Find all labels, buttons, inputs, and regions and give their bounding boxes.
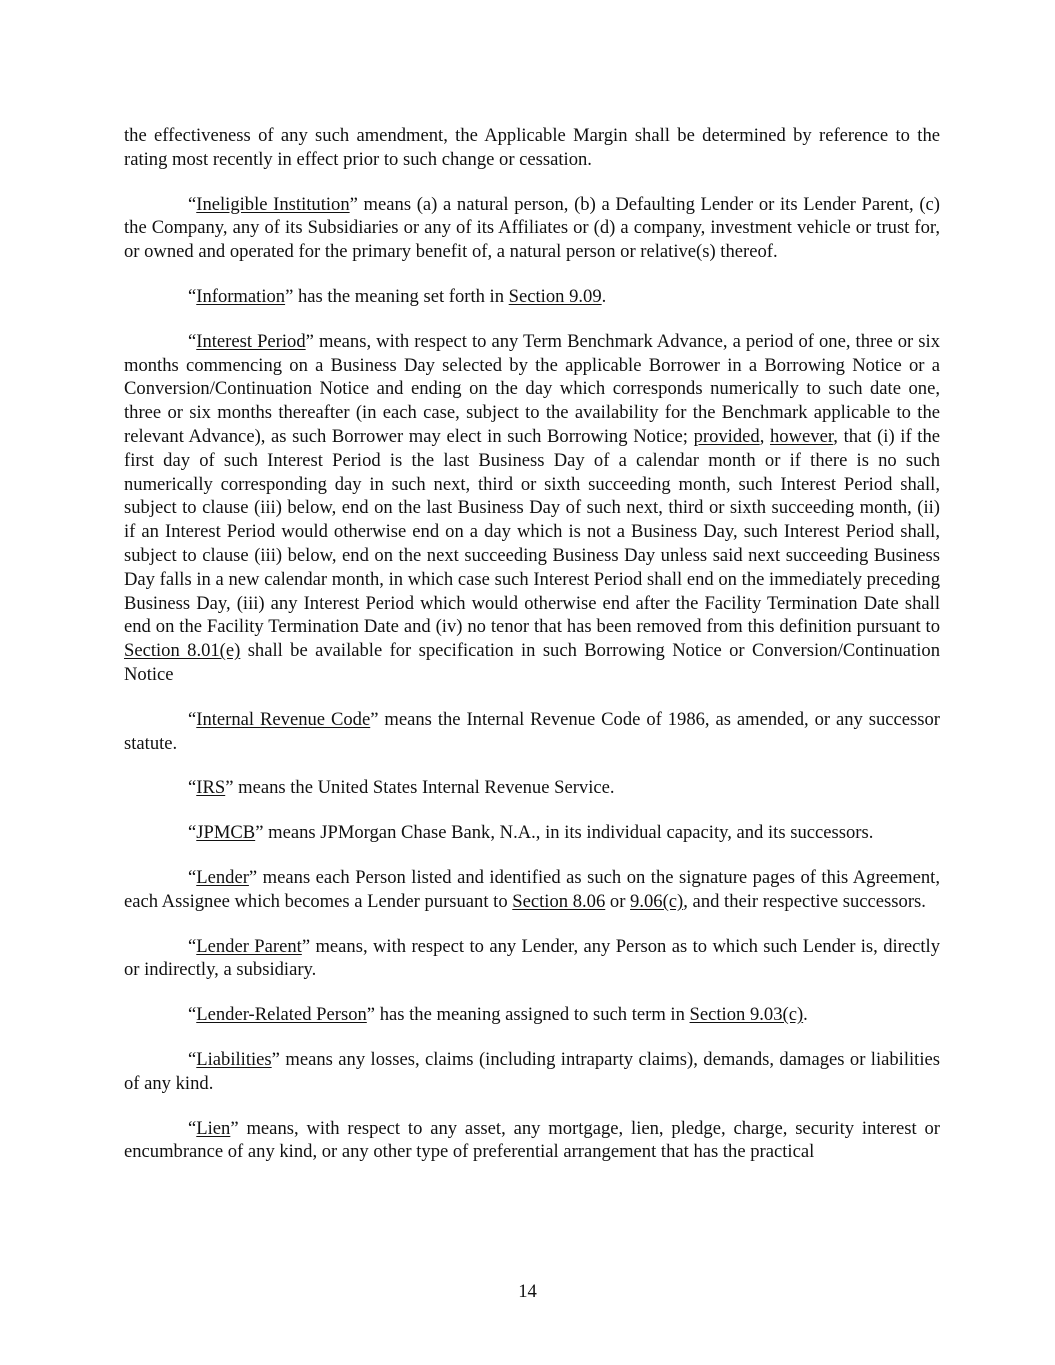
definition-text: ,: [759, 425, 770, 447]
definition-internal-revenue-code: [124, 708, 940, 756]
section-reference: Section 9.03(c): [689, 1004, 804, 1026]
definition-text: , that (i) if the first day of such Interest Period is the last Business Day of a calendar month or if there is no such numerically corresponding day in such next, third or sixth succeeding month, such Interest Period shall, subject to clause (iii) below, end on the last Business Day of such next, third or sixth succeeding month, (ii) if an Interest Period would otherwise end on a day which is not a Business Day, such Interest Period shall, subject to clause (iii) below, end on the next succeeding Business Day unless said next succeeding Business Day falls in a new calendar month, in which case such Interest Period shall end on the immediately preceding Business Day, (iii) any Interest Period which would otherwise end after the Facility Termination Date shall end on the Facility Termination Date and (iv) no tenor that has been removed from this definition pursuant to: [124, 425, 941, 638]
section-reference: 9.06(c): [630, 890, 684, 912]
defined-term: JPMCB: [196, 822, 256, 844]
open-quote: “: [188, 822, 197, 844]
defined-term: Internal Revenue Code: [196, 708, 371, 730]
definition-jpmcb: [124, 821, 940, 845]
open-quote: “: [188, 935, 197, 957]
defined-term: IRS: [196, 777, 226, 799]
definition-text: means any losses, claims (including intraparty claims), demands, damages or liabilities of any kind.: [124, 1048, 940, 1094]
definition-lien: [124, 1117, 940, 1165]
page-number: 14: [518, 1281, 537, 1302]
definition-text: .: [601, 285, 607, 307]
defined-term: Liabilities: [196, 1048, 272, 1070]
continuation-paragraph: the effectiveness of any such amendment, the Applicable Margin shall be determined by reference to the rating most recently in effect prior to such change or cessation.: [124, 125, 940, 170]
defined-term: Lender: [196, 866, 249, 888]
close-quote: ”: [305, 330, 314, 352]
open-quote: “: [188, 708, 197, 730]
section-reference: Section 8.01(e): [124, 640, 241, 662]
definition-information: [124, 285, 940, 309]
open-quote: “: [188, 866, 197, 888]
section-reference: Section 8.06: [512, 890, 606, 912]
definition-text: or: [605, 890, 631, 912]
definition-lender-parent: [124, 935, 940, 983]
definition-text: means the United States Internal Revenue Service.: [233, 777, 615, 799]
definition-lender: [124, 866, 940, 914]
close-quote: ”: [248, 866, 258, 888]
defined-term: Lien: [196, 1117, 231, 1139]
definition-text: means (a) a natural person, (b) a Defaulting Lender or its Lender Parent, (c) the Company, any of its Subsidiaries or any of its Affiliates or (d) a company, investment vehicle or trust for, or owned and operated for the primary benefit of, a natural person or relative(s) thereof.: [124, 193, 940, 263]
close-quote: ”: [285, 285, 294, 307]
definition-text: means JPMorgan Chase Bank, N.A., in its individual capacity, and its successors.: [263, 822, 874, 844]
definition-text: means, with respect to any asset, any mortgage, lien, pledge, charge, security interest or encumbrance of any kind, or any other type of preferential arrangement that has the practical: [124, 1117, 940, 1163]
open-quote: “: [188, 193, 197, 215]
definition-text: means the Internal Revenue Code of 1986, as amended, or any successor statute.: [124, 708, 940, 754]
definition-interest-period: [124, 330, 940, 687]
document-page: [124, 124, 940, 1185]
definition-lender-related-person: [124, 1003, 940, 1027]
close-quote: ”: [230, 1117, 239, 1139]
definition-text: has the meaning assigned to such term in: [375, 1004, 690, 1026]
definition-text: means, with respect to any Lender, any Person as to which such Lender is, directly or indirectly, a subsidiary.: [124, 935, 940, 981]
definition-text: .: [803, 1004, 808, 1026]
close-quote: ”: [271, 1048, 280, 1070]
definition-irs: [124, 776, 940, 800]
definition-ineligible-institution: [124, 193, 940, 264]
close-quote: ”: [366, 1004, 376, 1026]
open-quote: “: [188, 330, 197, 352]
emphasis-however: however: [770, 425, 834, 447]
section-reference: Section 9.09: [508, 285, 602, 307]
defined-term: Ineligible Institution: [196, 193, 350, 215]
definition-text: shall be available for specification in such Borrowing Notice or Conversion/Continuation Notice: [124, 640, 940, 685]
emphasis-provided: provided: [693, 425, 760, 447]
close-quote: ”: [370, 708, 379, 730]
definition-text: has the meaning set forth in: [293, 285, 509, 307]
definition-liabilities: [124, 1048, 940, 1096]
close-quote: ”: [255, 822, 264, 844]
close-quote: ”: [349, 193, 358, 215]
defined-term: Lender Parent: [196, 935, 302, 957]
defined-term: Information: [196, 285, 286, 307]
open-quote: “: [188, 777, 197, 799]
close-quote: ”: [301, 935, 311, 957]
definition-text: means, with respect to any Term Benchmark Advance, a period of one, three or six months commencing on a Business Day selected by the applicable Borrower in a Borrowing Notice or a Conversion/Continuation Notice and ending on the day which corresponds numerically to such date one, three or six months thereafter (in each case, subject to the availability for the Benchmark applicable to the relevant Advance), as such Borrower may elect in such Borrowing Notice;: [124, 330, 940, 447]
open-quote: “: [188, 285, 197, 307]
defined-term: Interest Period: [196, 330, 306, 352]
open-quote: “: [188, 1048, 197, 1070]
open-quote: “: [188, 1004, 197, 1026]
open-quote: “: [188, 1117, 197, 1139]
defined-term: Lender-Related Person: [196, 1004, 367, 1026]
close-quote: ”: [225, 777, 234, 799]
definition-text: means each Person listed and identified as such on the signature pages of this Agreement, each Assignee which becomes a Lender pursuant to: [124, 866, 940, 912]
definition-text: , and their respective successors.: [683, 890, 926, 912]
